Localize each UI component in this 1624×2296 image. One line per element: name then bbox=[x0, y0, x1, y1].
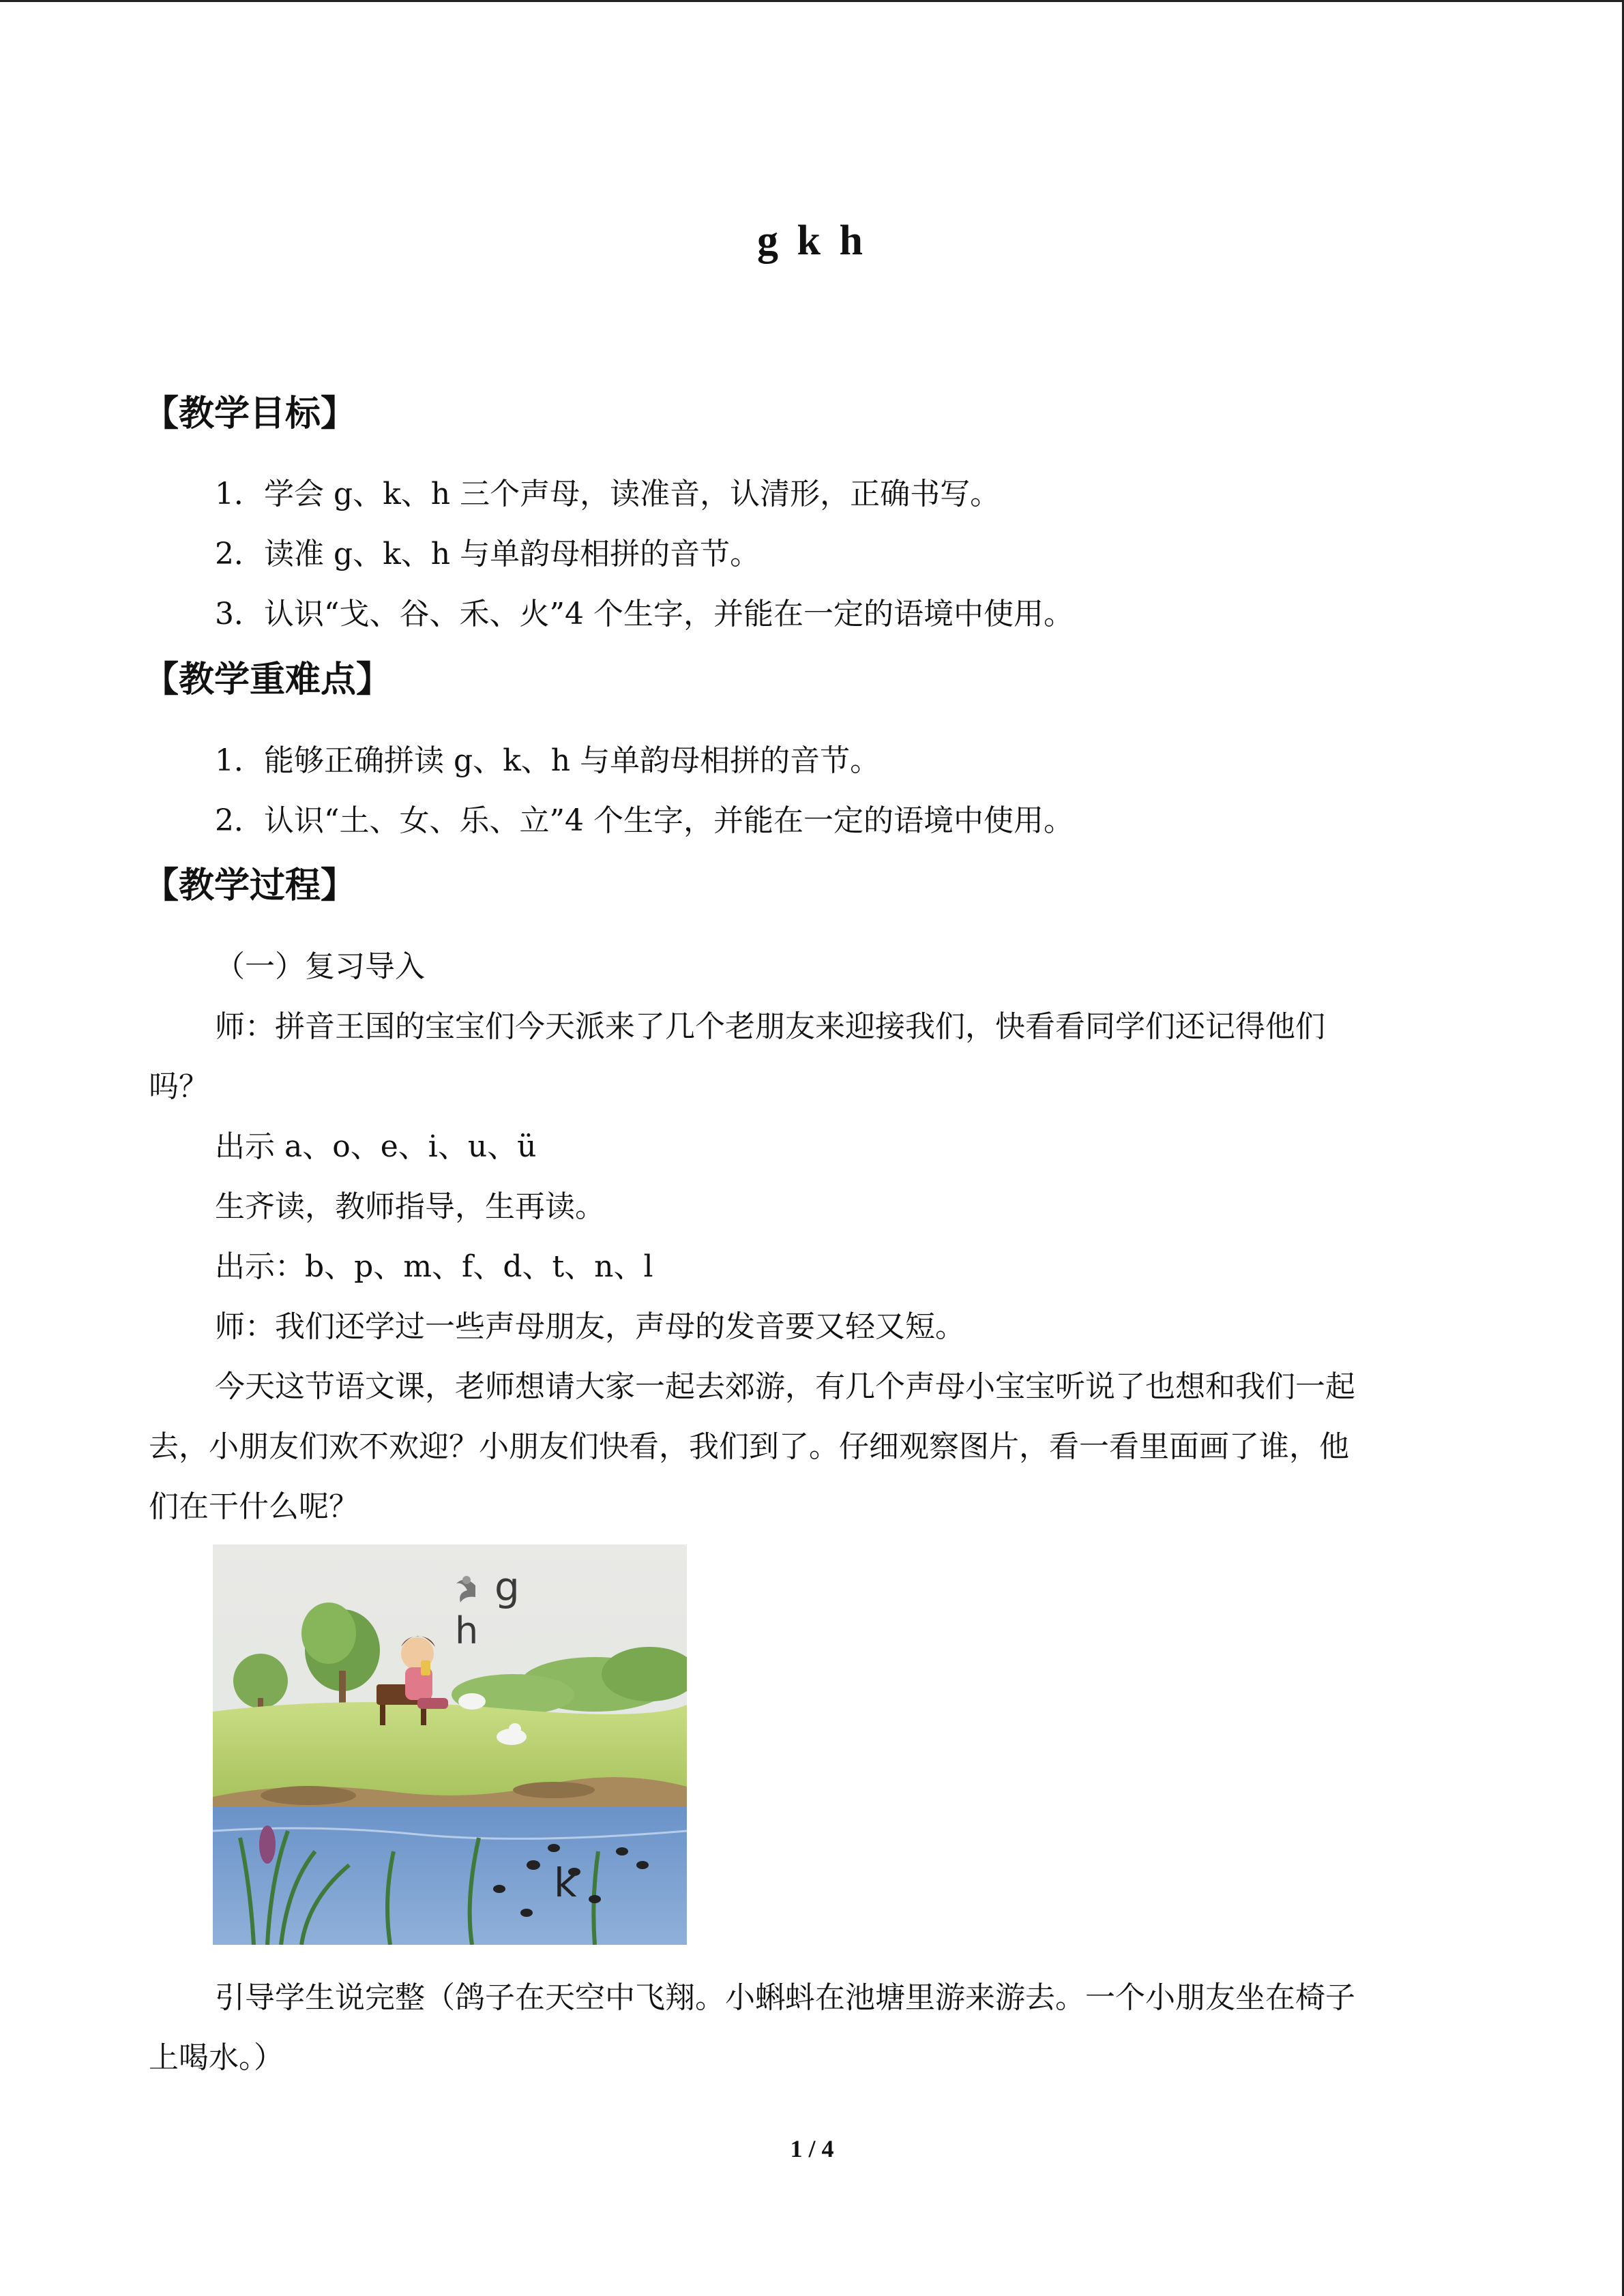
goal-item-3: 3．认识“戈、谷、禾、火”4 个生字，并能在一定的语境中使用。 bbox=[215, 597, 1074, 631]
process-line-1: （一）复习导入 bbox=[215, 949, 425, 984]
goal-item-1: 1．学会 g、k、h 三个声母，读准音，认清形，正确书写。 bbox=[215, 477, 1001, 511]
process-line-3: 吗？ bbox=[149, 1069, 209, 1104]
process-line-11: 引导学生说完整（鸽子在天空中飞翔。小蝌蚪在池塘里游来游去。一个小朋友坐在椅子 bbox=[215, 1980, 1355, 2015]
process-line-12: 上喝水。） bbox=[149, 2040, 284, 2075]
keypoint-item-1: 1．能够正确拼读 g、k、h 与单韵母相拼的音节。 bbox=[215, 743, 881, 778]
keypoint-item-2: 2．认识“土、女、乐、立”4 个生字，并能在一定的语境中使用。 bbox=[215, 803, 1074, 838]
process-line-2: 师：拼音王国的宝宝们今天派来了几个老朋友来迎接我们，快看看同学们还记得他们 bbox=[215, 1009, 1325, 1044]
letter-h-label: h bbox=[455, 1609, 479, 1652]
letter-g-label: g bbox=[494, 1564, 520, 1610]
process-line-5: 生齐读，教师指导，生再读。 bbox=[215, 1189, 605, 1224]
process-line-10: 们在干什么呢？ bbox=[149, 1489, 359, 1524]
process-line-4: 出示 a、o、e、i、u、ü bbox=[215, 1129, 537, 1164]
page-top-border bbox=[0, 0, 1624, 2]
heading-key-points: 【教学重难点】 bbox=[143, 659, 392, 700]
heading-teaching-process: 【教学过程】 bbox=[143, 865, 357, 906]
process-line-8: 今天这节语文课，老师想请大家一起去郊游，有几个声母小宝宝听说了也想和我们一起 bbox=[215, 1369, 1355, 1404]
page-number: 1 / 4 bbox=[790, 2135, 834, 2162]
letter-k-label: k bbox=[554, 1860, 577, 1906]
process-line-7: 师：我们还学过一些声母朋友，声母的发音要又轻又短。 bbox=[215, 1309, 965, 1344]
process-line-9: 去，小朋友们欢不欢迎？小朋友们快看，我们到了。仔细观察图片，看一看里面画了谁，他 bbox=[149, 1429, 1349, 1464]
heading-teaching-goals: 【教学目标】 bbox=[143, 393, 357, 434]
process-line-6: 出示：b、p、m、f、d、t、n、l bbox=[215, 1249, 653, 1284]
document-title: g k h bbox=[757, 218, 867, 264]
illustration-park-pond bbox=[213, 1545, 687, 1945]
goal-item-2: 2．读准 g、k、h 与单韵母相拼的音节。 bbox=[215, 537, 761, 571]
